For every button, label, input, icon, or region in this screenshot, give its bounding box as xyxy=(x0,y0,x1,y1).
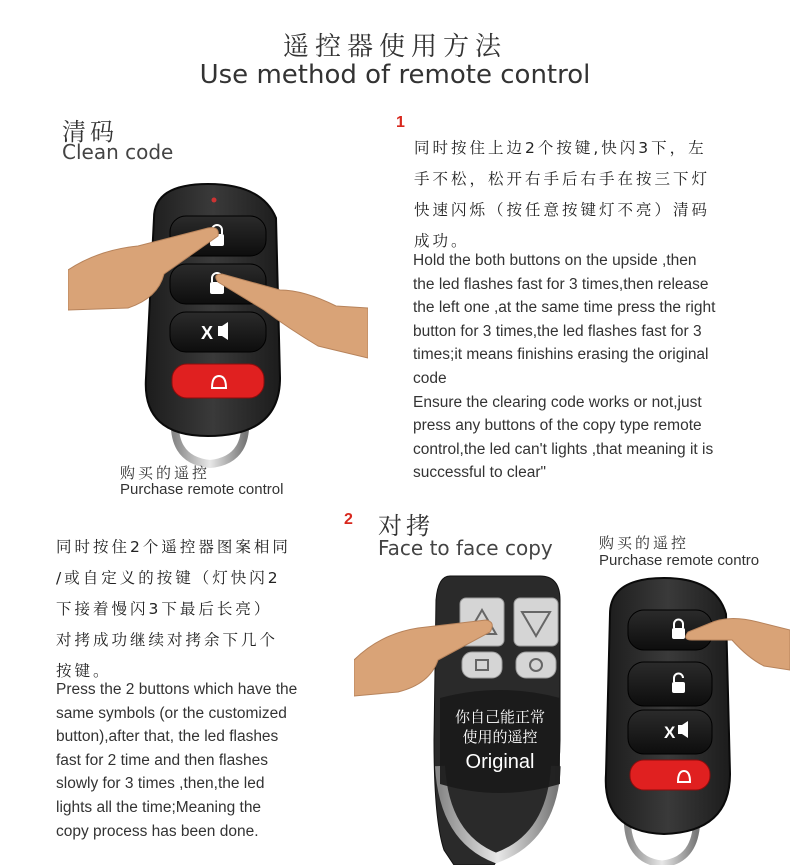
cn-line: 下接着慢闪3下最后长亮） xyxy=(56,600,273,618)
en-line: fast for 2 time and then flashes xyxy=(56,751,268,769)
en-line: successful to clear" xyxy=(413,464,546,482)
unlock-button-2 xyxy=(628,662,712,706)
section1-en-text xyxy=(413,249,771,485)
svg-text:X: X xyxy=(664,723,676,742)
triangle-down-button xyxy=(514,598,558,646)
cn-line: 快速闪烁（按任意按键灯不亮）清码 xyxy=(414,201,711,219)
purchased-remote-illustration xyxy=(598,574,790,865)
en-line: control,the led can't lights ,that meaning it is xyxy=(413,440,714,458)
en-line: Hold the both buttons on the upside ,then xyxy=(413,252,697,269)
cn-line: 同时按住上边2个按键,快闪3下，左 xyxy=(414,139,707,157)
original-remote-illustration xyxy=(354,570,594,865)
section1-caption-cn: 购买的遥控 xyxy=(120,464,211,482)
cn-line: 同时按住2个遥控器图案相同 xyxy=(56,538,291,556)
en-line: slowly for 3 times ,then,the led xyxy=(56,775,265,793)
en-line: times;it means finishins erasing the original xyxy=(413,346,709,364)
alarm-button-2 xyxy=(630,760,710,790)
en-line: code xyxy=(413,369,447,387)
circle-button xyxy=(516,652,556,678)
section1-title-en: Clean code xyxy=(62,140,174,164)
section1-title-cn: 清码 xyxy=(62,118,118,146)
section2-number: 2 xyxy=(344,511,353,528)
section2-cn-text xyxy=(56,532,336,687)
square-button xyxy=(462,652,502,678)
section1-number: 1 xyxy=(396,114,405,131)
cn-line: 成功。 xyxy=(414,232,470,250)
svg-text:X: X xyxy=(201,323,214,343)
clean-code-remote-illustration xyxy=(68,178,368,468)
section1-cn-text xyxy=(414,133,766,257)
section2-en-text xyxy=(56,678,334,843)
section2-title-cn: 对拷 xyxy=(378,512,434,540)
page-title-en: Use method of remote control xyxy=(199,60,591,90)
en-line: Ensure the clearing code works or not,just xyxy=(413,393,702,411)
alarm-button xyxy=(172,364,264,398)
section2-title-en: Face to face copy xyxy=(378,536,553,560)
en-line: the led flashes fast for 3 times,then release xyxy=(413,275,709,293)
section1-caption-en: Purchase remote control xyxy=(120,481,284,498)
section2-caption-en: Purchase remote contro xyxy=(599,552,760,569)
original-label-en: Original xyxy=(465,751,535,773)
page-title-cn: 遥控器使用方法 xyxy=(282,32,507,62)
cn-line: 手不松，松开右手后右手在按三下灯 xyxy=(414,170,711,188)
cn-line: /或自定义的按键（灯快闪2 xyxy=(56,569,281,587)
cn-line: 按键。 xyxy=(56,662,112,680)
en-line: copy process has been done. xyxy=(56,822,259,840)
original-label-cn-1: 你自己能正常 xyxy=(454,709,546,726)
en-line: same symbols (or the customized xyxy=(56,704,287,722)
en-line: button for 3 times,the led flashes fast for 3 xyxy=(413,322,702,340)
en-line: Press the 2 buttons which have the xyxy=(56,681,298,698)
section2-caption-cn: 购买的遥控 xyxy=(599,534,690,552)
en-line: press any buttons of the copy type remote xyxy=(413,417,702,435)
en-line: the left one ,at the same time press the right xyxy=(413,299,716,317)
original-label-cn-2: 使用的遥控 xyxy=(462,729,538,746)
en-line: button),after that, the led flashes xyxy=(56,728,279,746)
en-line: lights all the time;Meaning the xyxy=(56,798,262,816)
cn-line: 对拷成功继续对拷余下几个 xyxy=(56,631,279,649)
